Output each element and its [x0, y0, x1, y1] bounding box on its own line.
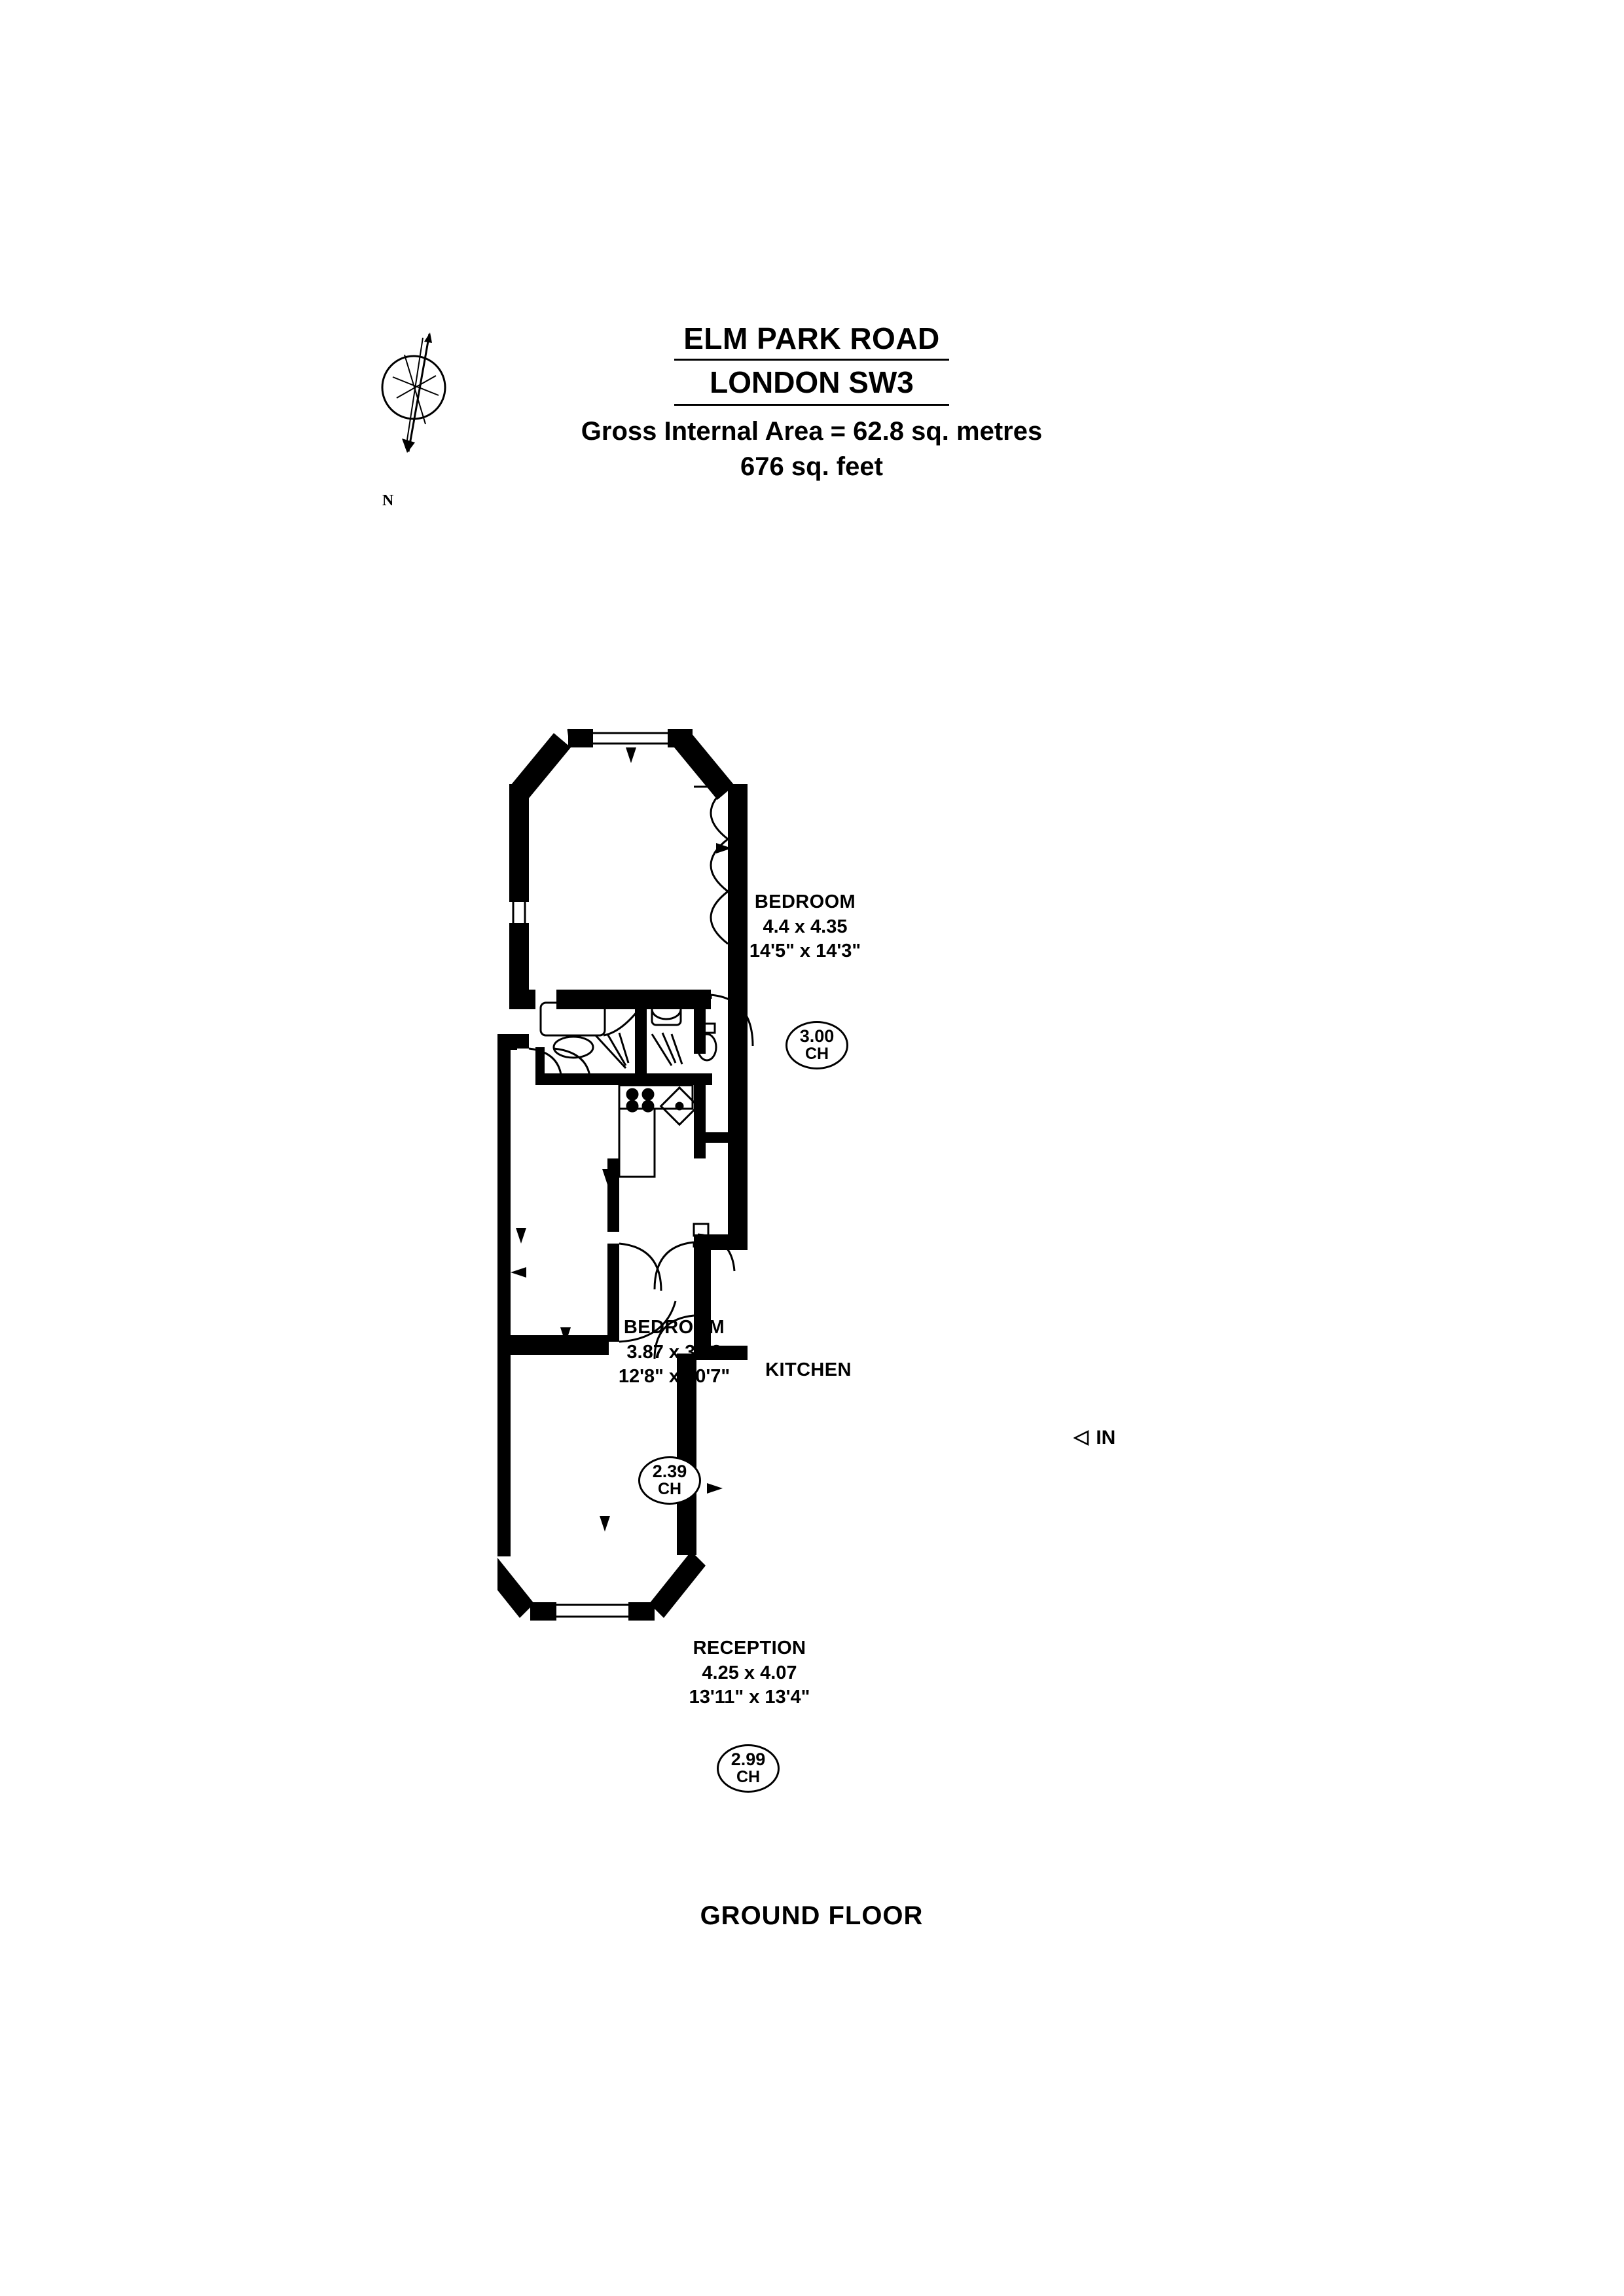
page-subtitle: LONDON SW3 — [710, 365, 914, 400]
ceiling-height-value: 2.99 — [731, 1749, 766, 1769]
compass-north-icon — [367, 314, 478, 511]
room-name: BEDROOM — [754, 891, 856, 912]
title-block — [497, 321, 1126, 484]
ceiling-height-unit: CH — [657, 1479, 682, 1498]
title-divider — [674, 359, 949, 361]
area-imperial: 676 sq. feet — [740, 452, 883, 481]
entrance-text: IN — [1096, 1427, 1116, 1448]
entrance-label — [1074, 1427, 1115, 1449]
ceiling-height-unit: CH — [736, 1767, 761, 1786]
room-label-bedroom1 — [687, 890, 923, 964]
room-dims-metric: 3.87 x 3.22 — [626, 1341, 722, 1363]
page-title: ELM PARK ROAD — [683, 321, 940, 355]
room-dims-imperial: 13'11" x 13'4" — [689, 1687, 810, 1708]
ceiling-height-badge-bedroom2 — [638, 1456, 701, 1505]
subtitle-divider — [674, 404, 949, 406]
compass-north-label: N — [382, 492, 394, 509]
room-dims-imperial: 14'5" x 14'3" — [749, 941, 861, 962]
room-dims-imperial: 12'8" x 10'7" — [618, 1366, 731, 1388]
entrance-arrow-icon — [1074, 1429, 1091, 1446]
ceiling-height-unit: CH — [804, 1044, 829, 1063]
room-name: KITCHEN — [765, 1359, 852, 1380]
room-name: BEDROOM — [623, 1317, 725, 1338]
room-dims-metric: 4.4 x 4.35 — [763, 916, 848, 937]
room-name: RECEPTION — [693, 1638, 806, 1659]
ceiling-height-badge-reception — [717, 1744, 780, 1793]
room-dims-metric: 4.25 x 4.07 — [702, 1662, 797, 1683]
ceiling-height-value: 2.39 — [652, 1462, 687, 1481]
area-metric: Gross Internal Area = 62.8 sq. metres — [581, 416, 1043, 446]
room-label-kitchen — [730, 1358, 887, 1383]
floor-label: GROUND FLOOR — [700, 1901, 924, 1930]
openings-and-fixtures — [513, 729, 753, 1617]
ceiling-height-value: 3.00 — [799, 1026, 835, 1046]
ceiling-height-badge-bedroom1 — [785, 1021, 848, 1069]
room-label-reception — [632, 1636, 867, 1710]
compass-rose — [367, 314, 478, 543]
